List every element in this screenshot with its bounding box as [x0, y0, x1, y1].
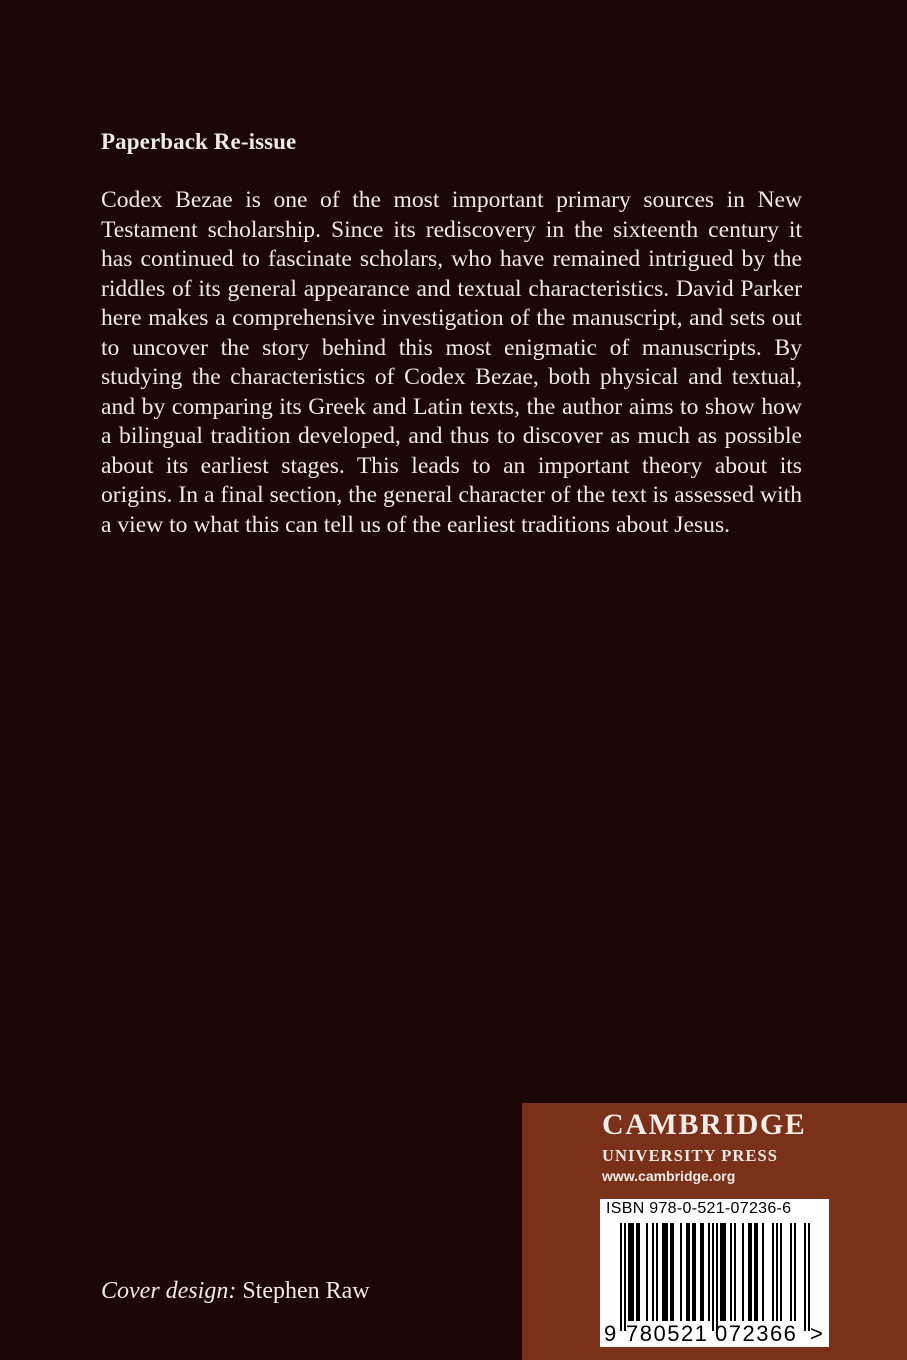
barcode-bar: [656, 1223, 658, 1321]
publisher-name: CAMBRIDGE: [602, 1108, 807, 1141]
barcode-bar: [720, 1223, 722, 1321]
barcode-guard-bar: [712, 1223, 714, 1331]
barcode-bar: [708, 1223, 710, 1321]
barcode-bar: [680, 1223, 682, 1321]
barcode-bar: [664, 1223, 666, 1321]
barcode-bar: [790, 1223, 792, 1321]
barcode-bar: [666, 1223, 668, 1321]
publisher-panel: [522, 1103, 907, 1360]
section-heading: Paperback Re-issue: [101, 129, 297, 154]
barcode-digits-left: 780521: [626, 1321, 709, 1346]
barcode-bar: [652, 1223, 654, 1321]
barcode-bar: [730, 1223, 732, 1321]
barcode-bar: [662, 1223, 664, 1321]
barcode-bar: [700, 1223, 702, 1321]
barcode-bar: [748, 1223, 750, 1321]
barcode-bar: [692, 1223, 694, 1321]
barcode-guard-bar: [620, 1223, 622, 1331]
barcode-bar: [776, 1223, 778, 1321]
barcode-bar: [628, 1223, 630, 1321]
barcode-guard-bar: [716, 1223, 718, 1331]
barcode-bar: [780, 1223, 782, 1321]
barcode-bar: [670, 1223, 672, 1321]
barcode-bar: [638, 1223, 640, 1321]
barcode-digits-right: 072366: [715, 1321, 798, 1346]
barcode-bar: [762, 1223, 764, 1321]
isbn-label: ISBN 978-0-521-07236-6: [606, 1200, 792, 1217]
barcode-bar: [734, 1223, 736, 1321]
barcode-bar: [750, 1223, 752, 1321]
book-description: Codex Bezae is one of the most important primary sources in New Testament scholarship. Since its rediscovery in the sixteenth century it has continued to fascinate scholars, who have remained intrigued by the riddles of its general appearance and textual characteristics. David Parker here makes a comprehensive investigation of the manuscript, and sets out to uncover the story behind this most enigmatic of manuscripts. By studying the characteristics of Codex Bezae, both physical and textual, and by comparing its Greek and Latin texts, the author aims to show how a bilingual tradition developed, and thus to discover as much as possible about its earliest stages. This leads to an important theory about its origins. In a final section, the general character of the text is assessed with a view to what this can tell us of the earliest traditions about Jesus.: [101, 187, 802, 538]
barcode-bar: [672, 1223, 674, 1321]
barcode-bar: [756, 1223, 758, 1321]
cover-design-credit: [101, 1278, 370, 1305]
publisher-website: www.cambridge.org: [602, 1168, 736, 1184]
barcode-bar: [794, 1223, 796, 1321]
publisher-subtitle: UNIVERSITY PRESS: [602, 1146, 779, 1165]
barcode-guard-bar: [624, 1223, 626, 1331]
barcode-bar: [694, 1223, 696, 1321]
barcode-guard-bar: [808, 1223, 810, 1331]
barcode-guard-bar: [804, 1223, 806, 1331]
barcode-box: [600, 1199, 829, 1347]
barcode-bar: [742, 1223, 744, 1321]
barcode-digit-first: 9: [604, 1321, 617, 1346]
barcode-bar: [630, 1223, 632, 1321]
barcode-bar: [754, 1223, 756, 1321]
barcode-bar: [772, 1223, 774, 1321]
barcode-bar: [636, 1223, 638, 1321]
barcode-trailing: >: [810, 1321, 823, 1346]
barcode-bar: [686, 1223, 688, 1321]
barcode-bar: [724, 1223, 726, 1321]
barcode-bar: [722, 1223, 724, 1321]
credit-name: Stephen Raw: [236, 1278, 370, 1304]
barcode-bar: [688, 1223, 690, 1321]
barcode-bar: [646, 1223, 648, 1321]
barcode-bar: [702, 1223, 704, 1321]
barcode-bar: [632, 1223, 634, 1321]
credit-label: Cover design:: [101, 1278, 237, 1304]
